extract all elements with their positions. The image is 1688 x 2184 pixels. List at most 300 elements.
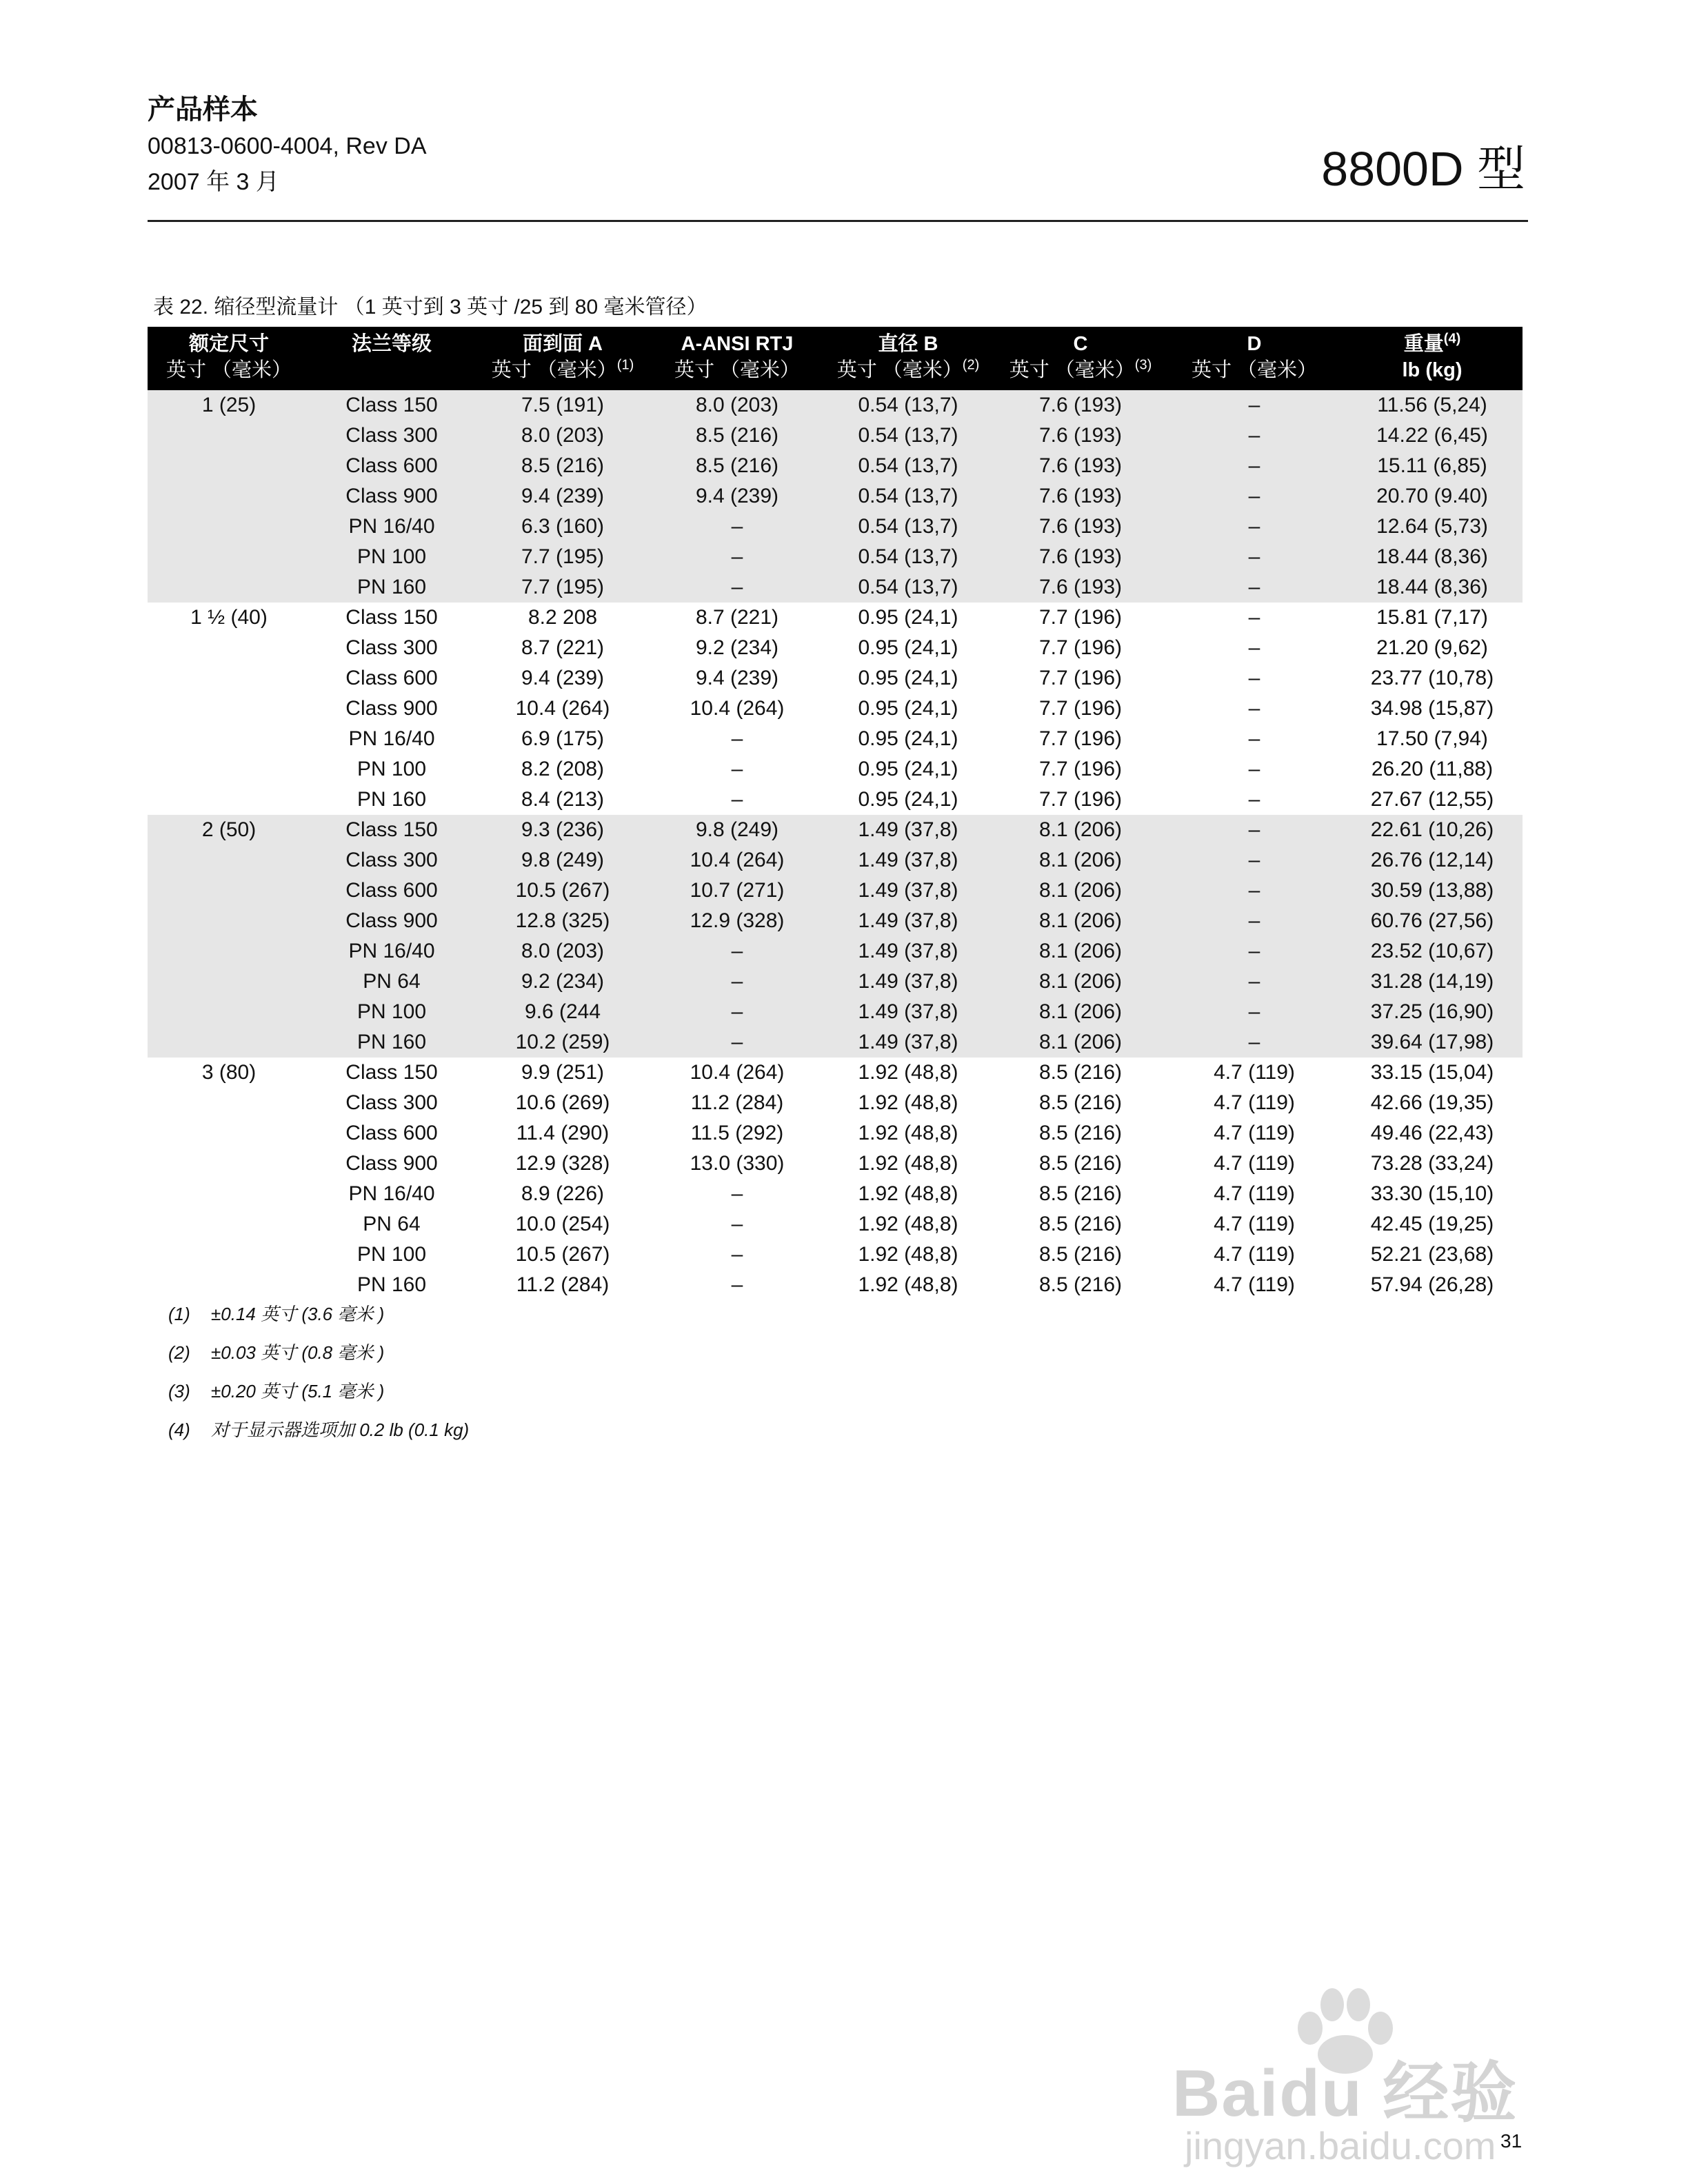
cell-weight: 17.50 (7,94) [1376, 727, 1488, 750]
cell-flange-rating: Class 900 [310, 906, 473, 936]
cell-weight: 15.11 (6,85) [1342, 451, 1523, 481]
col-unit: 英寸 （毫米） [165, 359, 292, 381]
cell-diameter-b: 1.92 (48,8) [858, 1182, 958, 1205]
table-row [148, 663, 1523, 694]
cell-c: 7.7 (196) [1038, 697, 1123, 720]
table-row [148, 512, 1523, 542]
cell-c: 7.6 (193) [994, 451, 1167, 481]
table-row [148, 1240, 1523, 1270]
col-unit: 英寸 （毫米） [491, 359, 617, 381]
cell-weight: 60.76 (27,56) [1342, 906, 1523, 936]
size-group-3in [148, 1058, 1523, 1300]
cell-face-to-face: 9.4 (239) [521, 667, 605, 689]
table-row [148, 572, 1523, 603]
cell-c: 7.7 (196) [1038, 667, 1123, 689]
cell-flange-rating: Class 300 [345, 636, 438, 659]
cell-diameter-b: 0.95 (24,1) [858, 667, 958, 689]
cell-diameter-b: 1.49 (37,8) [822, 906, 994, 936]
footnote-ref: (1) [616, 357, 634, 373]
cell-flange-rating: PN 160 [310, 572, 473, 603]
cell-weight: 26.76 (12,14) [1342, 845, 1523, 876]
cell-ansi-rtj: 9.2 (234) [695, 636, 779, 659]
col-title: C [1073, 333, 1088, 355]
cell-face-to-face: 10.2 (259) [473, 1027, 652, 1058]
cell-diameter-b: 0.95 (24,1) [858, 636, 958, 659]
cell-face-to-face: 8.0 (203) [473, 421, 652, 451]
cell-size [148, 481, 310, 512]
footnote [168, 1379, 469, 1417]
footnote-text: ±0.14 英寸 (3.6 毫米 ) [211, 1304, 385, 1324]
cell-size [148, 572, 310, 603]
cell-size [148, 542, 310, 572]
cell-flange-rating: Class 300 [310, 421, 473, 451]
cell-c: 7.6 (193) [994, 512, 1167, 542]
cell-d: – [1167, 542, 1342, 572]
cell-size [148, 451, 310, 481]
col-title: D [1247, 333, 1262, 355]
cell-weight: 73.28 (33,24) [1370, 1152, 1494, 1175]
cell-face-to-face: 9.6 (244 [473, 997, 652, 1027]
table-row [148, 845, 1523, 876]
cell-ansi-rtj: 10.4 (264) [690, 697, 785, 720]
cell-face-to-face: 8.5 (216) [473, 451, 652, 481]
footnote-number: (4) [168, 1419, 190, 1440]
cell-d: – [1248, 667, 1260, 689]
cell-size: 1 ½ (40) [190, 606, 268, 629]
cell-c: 8.5 (216) [1038, 1091, 1123, 1114]
cell-face-to-face: 8.0 (203) [473, 936, 652, 967]
cell-d: – [1167, 481, 1342, 512]
cell-diameter-b: 1.49 (37,8) [822, 997, 994, 1027]
cell-ansi-rtj: – [731, 1273, 743, 1296]
cell-face-to-face: 10.4 (264) [515, 697, 610, 720]
cell-weight: 12.64 (5,73) [1342, 512, 1523, 542]
cell-flange-rating: Class 150 [345, 606, 438, 629]
document-header [148, 91, 427, 200]
cell-weight: 49.46 (22,43) [1370, 1122, 1494, 1144]
table-row [148, 997, 1523, 1027]
cell-ansi-rtj: – [731, 758, 743, 780]
cell-d: 4.7 (119) [1214, 1273, 1295, 1296]
col-title: 面到面 A [522, 333, 603, 355]
table-row [148, 754, 1523, 785]
cell-weight: 39.64 (17,98) [1342, 1027, 1523, 1058]
cell-face-to-face: 10.0 (254) [515, 1213, 610, 1235]
col-title: A-ANSI RTJ [681, 333, 794, 355]
table-row [148, 1270, 1523, 1300]
cell-face-to-face: 8.2 208 [528, 606, 598, 629]
col-unit: 英寸 （毫米） [836, 359, 963, 381]
col-header-c [994, 327, 1167, 390]
footnote-text: ±0.20 英寸 (5.1 毫米 ) [211, 1381, 385, 1402]
cell-d: 4.7 (119) [1214, 1122, 1295, 1144]
cell-ansi-rtj: – [731, 1213, 743, 1235]
cell-weight: 30.59 (13,88) [1342, 876, 1523, 906]
cell-face-to-face: 7.7 (195) [473, 572, 652, 603]
cell-c: 8.1 (206) [994, 845, 1167, 876]
cell-diameter-b: 1.49 (37,8) [822, 1027, 994, 1058]
cell-face-to-face: 8.7 (221) [521, 636, 605, 659]
cell-weight: 57.94 (26,28) [1370, 1273, 1494, 1296]
cell-size [148, 845, 310, 876]
cell-ansi-rtj: 10.4 (264) [690, 1061, 785, 1084]
watermark-brand: Baidu 经验 [1172, 2056, 1518, 2130]
cell-size: 2 (50) [148, 815, 310, 845]
cell-ansi-rtj: 10.7 (271) [652, 876, 822, 906]
col-title: 额定尺寸 [188, 333, 269, 355]
cell-size [148, 421, 310, 451]
cell-size [148, 997, 310, 1027]
footnote [168, 1417, 469, 1456]
cell-flange-rating: PN 16/40 [310, 936, 473, 967]
cell-ansi-rtj: 9.8 (249) [652, 815, 822, 845]
cell-diameter-b: 1.49 (37,8) [822, 936, 994, 967]
cell-diameter-b: 1.92 (48,8) [858, 1243, 958, 1266]
table-row [148, 633, 1523, 663]
table-row [148, 815, 1523, 845]
cell-d: – [1167, 451, 1342, 481]
cell-c: 7.7 (196) [1038, 788, 1123, 811]
cell-size [148, 512, 310, 542]
cell-c: 8.5 (216) [1038, 1061, 1123, 1084]
col-unit: lb (kg) [1402, 359, 1463, 381]
col-header-flange-rating [310, 327, 473, 390]
cell-weight: 18.44 (8,36) [1342, 572, 1523, 603]
col-header-face-to-face [473, 327, 652, 390]
table-row [148, 421, 1523, 451]
table-row [148, 1118, 1523, 1149]
cell-ansi-rtj: – [731, 1243, 743, 1266]
cell-d: – [1167, 967, 1342, 997]
cell-diameter-b: 1.92 (48,8) [858, 1213, 958, 1235]
table-row [148, 1209, 1523, 1240]
cell-ansi-rtj: – [652, 512, 822, 542]
cell-d: – [1248, 758, 1260, 780]
cell-c: 7.7 (196) [1038, 636, 1123, 659]
cell-size [148, 1240, 310, 1270]
cell-diameter-b: 0.54 (13,7) [822, 451, 994, 481]
cell-d: 4.7 (119) [1214, 1243, 1295, 1266]
cell-c: 8.1 (206) [994, 936, 1167, 967]
cell-size: 3 (80) [201, 1061, 257, 1084]
table-row [148, 876, 1523, 906]
cell-face-to-face: 9.3 (236) [473, 815, 652, 845]
cell-diameter-b: 0.54 (13,7) [822, 572, 994, 603]
cell-flange-rating: Class 900 [345, 1152, 438, 1175]
col-header-d [1167, 327, 1342, 390]
cell-face-to-face: 12.9 (328) [515, 1152, 610, 1175]
cell-weight: 52.21 (23,68) [1370, 1243, 1494, 1266]
cell-size [148, 1179, 310, 1209]
cell-face-to-face: 7.5 (191) [473, 390, 652, 421]
cell-size [148, 1209, 310, 1240]
cell-d: – [1248, 697, 1260, 720]
header-divider [148, 220, 1528, 222]
cell-face-to-face: 6.3 (160) [473, 512, 652, 542]
cell-diameter-b: 0.95 (24,1) [858, 788, 958, 811]
cell-c: 7.6 (193) [994, 390, 1167, 421]
cell-size: 1 (25) [148, 390, 310, 421]
cell-diameter-b: 1.49 (37,8) [822, 815, 994, 845]
cell-c: 8.5 (216) [1038, 1213, 1123, 1235]
cell-size [148, 633, 310, 663]
cell-d: – [1167, 845, 1342, 876]
cell-flange-rating: Class 600 [345, 1122, 438, 1144]
cell-diameter-b: 0.54 (13,7) [822, 421, 994, 451]
cell-weight: 33.15 (15,04) [1370, 1061, 1494, 1084]
cell-diameter-b: 0.54 (13,7) [822, 390, 994, 421]
cell-size [148, 967, 310, 997]
cell-weight: 22.61 (10,26) [1342, 815, 1523, 845]
cell-weight: 18.44 (8,36) [1342, 542, 1523, 572]
cell-diameter-b: 0.95 (24,1) [858, 758, 958, 780]
cell-face-to-face: 9.8 (249) [473, 845, 652, 876]
table-row [148, 542, 1523, 572]
dimensions-table [148, 327, 1523, 1300]
cell-size [148, 663, 310, 694]
cell-c: 7.6 (193) [994, 542, 1167, 572]
table-row [148, 967, 1523, 997]
cell-d: 4.7 (119) [1214, 1152, 1295, 1175]
footnote-number: (2) [168, 1342, 190, 1363]
cell-size [148, 936, 310, 967]
cell-flange-rating: Class 150 [310, 815, 473, 845]
model-title: 8800D 型 [1321, 142, 1525, 196]
cell-ansi-rtj: 8.5 (216) [652, 421, 822, 451]
table-row [148, 785, 1523, 815]
cell-diameter-b: 0.95 (24,1) [858, 727, 958, 750]
cell-size [148, 1088, 310, 1118]
cell-flange-rating: PN 16/40 [348, 727, 435, 750]
cell-flange-rating: PN 16/40 [348, 1182, 435, 1205]
table-row [148, 1088, 1523, 1118]
cell-ansi-rtj: 9.4 (239) [652, 481, 822, 512]
cell-face-to-face: 8.9 (226) [521, 1182, 605, 1205]
cell-d: – [1248, 727, 1260, 750]
size-group-2in [148, 815, 1523, 1058]
cell-face-to-face: 11.4 (290) [516, 1122, 610, 1144]
cell-ansi-rtj: – [731, 727, 743, 750]
table-row [148, 603, 1523, 633]
cell-flange-rating: Class 900 [345, 697, 438, 720]
cell-ansi-rtj: – [652, 967, 822, 997]
cell-c: 8.5 (216) [1038, 1182, 1123, 1205]
cell-weight: 23.52 (10,67) [1342, 936, 1523, 967]
cell-d: – [1248, 788, 1260, 811]
cell-diameter-b: 1.92 (48,8) [858, 1122, 958, 1144]
footnotes [168, 1302, 469, 1456]
cell-ansi-rtj: – [652, 542, 822, 572]
table-header-row [148, 327, 1523, 390]
cell-d: – [1167, 876, 1342, 906]
cell-c: 7.6 (193) [994, 481, 1167, 512]
table-row [148, 451, 1523, 481]
cell-c: 7.7 (196) [1038, 727, 1123, 750]
table-row [148, 724, 1523, 754]
cell-c: 8.5 (216) [1038, 1273, 1123, 1296]
cell-weight: 11.56 (5,24) [1342, 390, 1523, 421]
cell-weight: 21.20 (9,62) [1376, 636, 1488, 659]
cell-flange-rating: PN 160 [356, 788, 427, 811]
cell-ansi-rtj: 8.0 (203) [652, 390, 822, 421]
cell-face-to-face: 6.9 (175) [521, 727, 605, 750]
cell-flange-rating: Class 600 [310, 876, 473, 906]
cell-size [148, 1270, 310, 1300]
footnote [168, 1340, 469, 1379]
table-caption: 表 22. 缩径型流量计 （1 英寸到 3 英寸 /25 到 80 毫米管径） [153, 296, 707, 318]
cell-ansi-rtj: 11.5 (292) [690, 1122, 784, 1144]
cell-flange-rating: Class 150 [310, 390, 473, 421]
cell-c: 8.1 (206) [994, 815, 1167, 845]
cell-weight: 20.70 (9.40) [1342, 481, 1523, 512]
cell-c: 7.6 (193) [994, 421, 1167, 451]
cell-ansi-rtj: – [652, 1027, 822, 1058]
cell-diameter-b: 1.92 (48,8) [858, 1091, 958, 1114]
cell-size [148, 1149, 310, 1179]
cell-face-to-face: 10.5 (267) [473, 876, 652, 906]
cell-face-to-face: 9.2 (234) [473, 967, 652, 997]
table-row [148, 481, 1523, 512]
cell-ansi-rtj: – [731, 1182, 743, 1205]
col-title: 直径 B [878, 333, 938, 355]
cell-c: 7.6 (193) [994, 572, 1167, 603]
cell-flange-rating: PN 100 [310, 542, 473, 572]
cell-size [148, 1027, 310, 1058]
cell-weight: 33.30 (15,10) [1370, 1182, 1494, 1205]
size-group-1in [148, 390, 1523, 603]
cell-flange-rating: Class 150 [345, 1061, 438, 1084]
cell-d: 4.7 (119) [1214, 1182, 1295, 1205]
cell-c: 8.1 (206) [994, 1027, 1167, 1058]
cell-d: – [1167, 572, 1342, 603]
cell-ansi-rtj: 11.2 (284) [690, 1091, 784, 1114]
cell-ansi-rtj: 8.7 (221) [695, 606, 779, 629]
cell-face-to-face: 7.7 (195) [473, 542, 652, 572]
table-row [148, 390, 1523, 421]
footnote [168, 1302, 469, 1340]
cell-size [148, 876, 310, 906]
cell-d: – [1167, 997, 1342, 1027]
cell-c: 8.1 (206) [994, 876, 1167, 906]
col-unit: 英寸 （毫米） [674, 359, 801, 381]
cell-weight: 31.28 (14,19) [1342, 967, 1523, 997]
cell-d: – [1248, 636, 1260, 659]
cell-weight: 14.22 (6,45) [1342, 421, 1523, 451]
cell-d: 4.7 (119) [1214, 1091, 1295, 1114]
col-title: 重量 [1403, 333, 1444, 355]
cell-ansi-rtj: 8.5 (216) [652, 451, 822, 481]
cell-diameter-b: 1.92 (48,8) [858, 1152, 958, 1175]
cell-weight: 15.81 (7,17) [1376, 606, 1488, 629]
cell-face-to-face: 12.8 (325) [473, 906, 652, 936]
cell-weight: 23.77 (10,78) [1370, 667, 1494, 689]
col-unit: 英寸 （毫米） [1191, 359, 1318, 381]
cell-diameter-b: 1.49 (37,8) [822, 876, 994, 906]
cell-flange-rating: Class 300 [310, 845, 473, 876]
cell-face-to-face: 10.6 (269) [515, 1091, 610, 1114]
col-unit: 英寸 （毫米） [1009, 359, 1135, 381]
cell-size [148, 694, 310, 724]
footnote-text: ±0.03 英寸 (0.8 毫米 ) [211, 1342, 385, 1363]
cell-ansi-rtj: – [652, 936, 822, 967]
cell-diameter-b: 0.54 (13,7) [822, 512, 994, 542]
cell-d: – [1167, 936, 1342, 967]
cell-weight: 37.25 (16,90) [1342, 997, 1523, 1027]
cell-flange-rating: Class 300 [345, 1091, 438, 1114]
cell-d: 4.7 (119) [1214, 1213, 1295, 1235]
cell-weight: 27.67 (12,55) [1370, 788, 1494, 811]
cell-flange-rating: PN 64 [310, 967, 473, 997]
doc-date: 2007 年 3 月 [148, 169, 279, 195]
cell-flange-rating: PN 100 [356, 1243, 427, 1266]
footnote-text: 对于显示器选项加 0.2 lb (0.1 kg) [211, 1419, 470, 1440]
table-row [148, 1058, 1523, 1088]
cell-c: 8.1 (206) [994, 997, 1167, 1027]
col-header-weight [1342, 327, 1523, 390]
footnote-number: (1) [168, 1304, 190, 1324]
cell-flange-rating: PN 100 [356, 758, 427, 780]
cell-diameter-b: 0.95 (24,1) [858, 606, 958, 629]
cell-face-to-face: 9.4 (239) [473, 481, 652, 512]
cell-c: 8.1 (206) [994, 906, 1167, 936]
cell-d: – [1167, 390, 1342, 421]
cell-c: 7.7 (196) [1038, 758, 1123, 780]
footnote-ref: (4) [1443, 331, 1461, 347]
cell-weight: 42.66 (19,35) [1370, 1091, 1494, 1114]
cell-ansi-rtj: 12.9 (328) [652, 906, 822, 936]
cell-d: – [1248, 606, 1260, 629]
cell-flange-rating: Class 600 [310, 451, 473, 481]
col-header-ansi-rtj [652, 327, 822, 390]
cell-diameter-b: 0.54 (13,7) [822, 481, 994, 512]
cell-flange-rating: PN 16/40 [310, 512, 473, 542]
footnote-number: (3) [168, 1381, 190, 1402]
footnote-ref: (2) [962, 357, 980, 373]
cell-face-to-face: 8.4 (213) [521, 788, 605, 811]
cell-d: – [1167, 906, 1342, 936]
cell-c: 8.5 (216) [1038, 1122, 1123, 1144]
footnote-ref: (3) [1134, 357, 1152, 373]
cell-face-to-face: 10.5 (267) [515, 1243, 610, 1266]
cell-weight: 42.45 (19,25) [1370, 1213, 1494, 1235]
page-number: 31 [1500, 2130, 1523, 2152]
cell-ansi-rtj: 10.4 (264) [652, 845, 822, 876]
cell-size [148, 1118, 310, 1149]
cell-c: 8.5 (216) [1038, 1152, 1123, 1175]
cell-flange-rating: PN 160 [310, 1027, 473, 1058]
cell-flange-rating: Class 600 [345, 667, 438, 689]
cell-flange-rating: PN 100 [310, 997, 473, 1027]
cell-c: 8.5 (216) [1038, 1243, 1123, 1266]
watermark-url: jingyan.baidu.com [1185, 2124, 1496, 2167]
cell-size [148, 785, 310, 815]
size-group-1-5in [148, 603, 1523, 815]
cell-d: – [1167, 815, 1342, 845]
cell-flange-rating: PN 64 [363, 1213, 421, 1235]
table-row [148, 1179, 1523, 1209]
table-row [148, 936, 1523, 967]
cell-diameter-b: 0.95 (24,1) [858, 697, 958, 720]
doc-type: 产品样本 [148, 94, 258, 125]
cell-d: – [1167, 421, 1342, 451]
cell-weight: 26.20 (11,88) [1371, 758, 1494, 780]
table-row [148, 1027, 1523, 1058]
cell-d: – [1167, 512, 1342, 542]
cell-weight: 34.98 (15,87) [1370, 697, 1494, 720]
cell-ansi-rtj: 9.4 (239) [695, 667, 779, 689]
cell-ansi-rtj: 13.0 (330) [690, 1152, 785, 1175]
cell-size [148, 754, 310, 785]
